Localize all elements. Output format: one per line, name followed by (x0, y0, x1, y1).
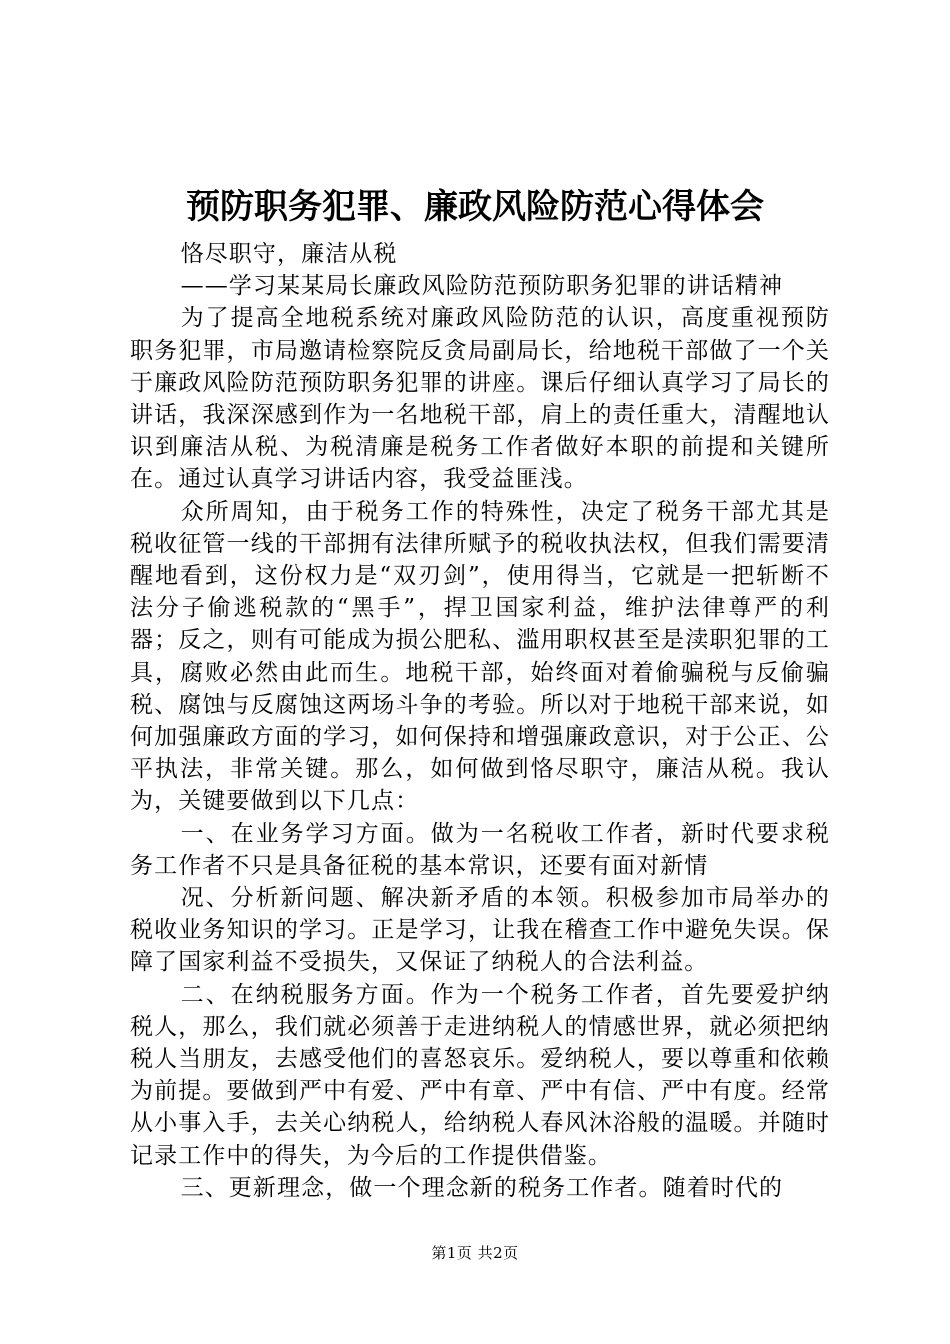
document-subtitle: 恪尽职守，廉洁从税 (180, 241, 398, 267)
body-paragraph: 一、在业务学习方面。做为一名税收工作者，新时代要求税务工作者不只是具备征税的基本常识，还要有面对新情 (130, 820, 830, 879)
body-paragraph: 众所周知，由于税务工作的特殊性，决定了税务干部尤其是税收征管一线的干部拥有法律所赋予的税收执法权，但我们需要清醒地看到，这份权力是“双刃剑”，使用得当，它就是一把斩断不法分子偷逃税款的“黑手”，捍卫国家利益，维护法律尊严的利器；反之，则有可能成为损公肥私、滥用职权甚至是渎职犯罪的工具，腐败必然由此而生。地税干部，始终面对着偷骗税与反偷骗税、腐蚀与反腐蚀这两场斗争的考验。所以对于地税干部来说，如何加强廉政方面的学习，如何保持和增强廉政意识，对于公正、公平执法，非常关键。那么，如何做到恪尽职守，廉洁从税。我认为，关键要做到以下几点： (130, 498, 830, 815)
document-subheading: ——学习某某局长廉政风险防范预防职务犯罪的讲话精神 (180, 273, 784, 300)
body-paragraph: 况、分析新问题、解决新矛盾的本领。积极参加市局举办的税收业务知识的学习。正是学习，让我在稽查工作中避免失误。保障了国家利益不受损失，又保证了纳税人的合法利益。 (130, 885, 830, 976)
body-paragraph: 二、在纳税服务方面。作为一个税务工作者，首先要爱护纳税人，那么，我们就必须善于走进纳税人的情感世界，就必须把纳税人当朋友，去感受他们的喜怒哀乐。爱纳税人，要以尊重和依赖为前提。要做到严中有爱、严中有章、严中有信、严中有度。经常从小事入手，去关心纳税人，给纳税人春风沐浴般的温暖。并随时记录工作中的得失，为今后的工作提供借鉴。 (130, 981, 830, 1169)
body-paragraph: 三、更新理念，做一个理念新的税务工作者。随着时代的 (180, 1174, 784, 1201)
body-paragraph: 为了提高全地税系统对廉政风险防范的认识，高度重视预防职务犯罪，市局邀请检察院反贪局副局长，给地税干部做了一个关于廉政风险防范预防职务犯罪的讲座。课后仔细认真学习了局长的讲话，我深深感到作为一名地税干部，肩上的责任重大，清醒地认识到廉洁从税、为税清廉是税务工作者做好本职的前提和关键所在。通过认真学习讲话内容，我受益匪浅。 (130, 305, 830, 493)
document-body (130, 238, 830, 1204)
page-footer: 第1页 共2页 (431, 1244, 519, 1262)
document-title: 预防职务犯罪、廉政风险防范心得体会 (186, 187, 764, 227)
